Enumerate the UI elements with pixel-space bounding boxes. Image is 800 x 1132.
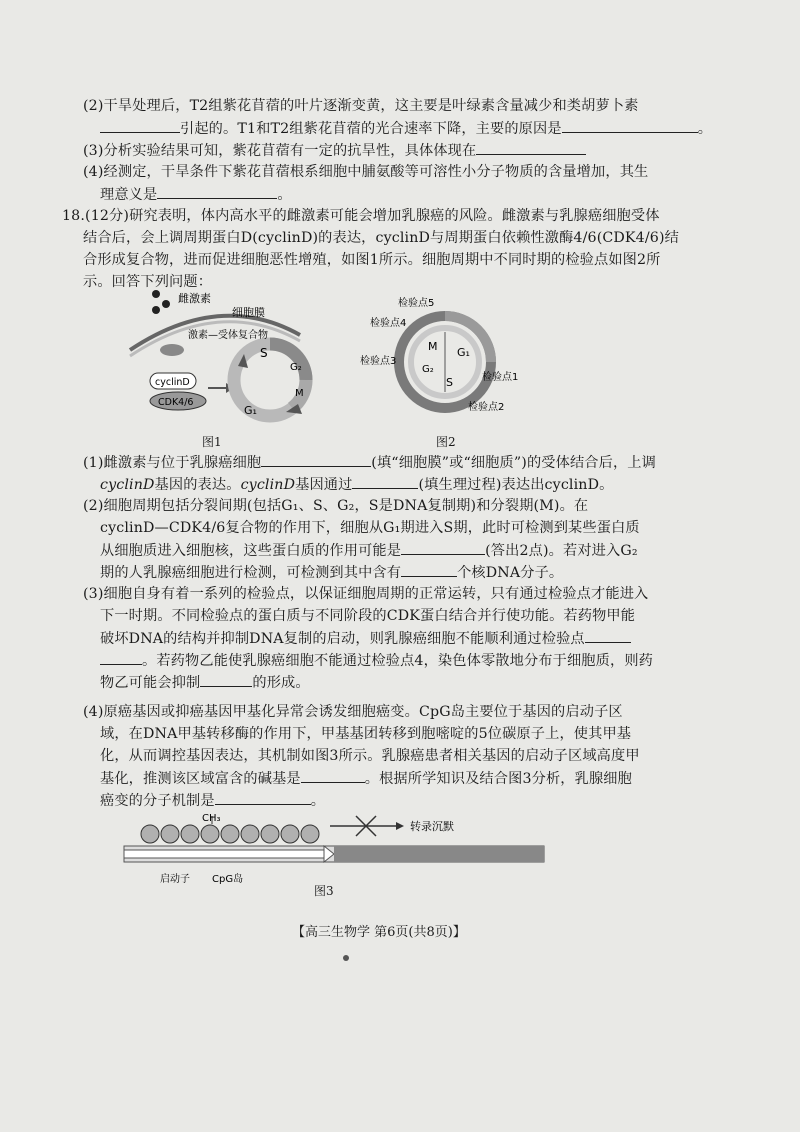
q18-part2-line2 <box>100 518 640 538</box>
fig1-cdk-label: CDK4/6 <box>158 397 194 408</box>
gene-name: cyclinD <box>100 477 155 493</box>
q18-part4-text-a: (4)原癌基因或抑癌基因甲基化异常会诱发细胞癌变。CpG岛主要位于基因的启动子区 <box>83 704 623 720</box>
q18-part3-text-c: 破坏DNA的结构并抑制DNA复制的启动，则乳腺癌细胞不能顺利通过检验点 <box>100 631 585 647</box>
answer-blank[interactable] <box>585 628 631 643</box>
answer-blank[interactable] <box>215 790 311 805</box>
q18-part3-text-f: 的形成。 <box>252 675 310 691</box>
q18-part3-text-d: 。若药物乙能使乳腺癌细胞不能通过检验点4，染色体零散地分布于细胞质，则药 <box>142 653 653 669</box>
answer-blank[interactable] <box>401 540 485 555</box>
q17-part2-text-a: (2)干旱处理后，T2组紫花苜蓿的叶片逐渐变黄，这主要是叶绿素含量减少和类胡萝卜素 <box>83 98 639 114</box>
q18-intro-line3 <box>83 250 661 270</box>
q18-intro-line1 <box>62 206 660 226</box>
q18-part2-text-c: 从细胞质进入细胞核，这些蛋白质的作用可能是 <box>100 543 402 559</box>
period: 。 <box>310 793 326 809</box>
q18-part2-line3 <box>100 540 638 561</box>
q18-part3-text-a: (3)细胞自身有着一系列的检验点，以保证细胞周期的正常运转，只有通过检验点才能进入 <box>83 586 649 602</box>
q18-part4-text-d: 基化，推测该区域富含的碱基是 <box>100 771 301 787</box>
answer-blank[interactable] <box>562 118 698 133</box>
period: 。 <box>277 187 292 203</box>
q18-part1-text-g: (填生理过程)表达出cyclinD。 <box>418 477 614 493</box>
gene-name: cyclinD <box>240 477 296 493</box>
fig1-caption: 图1 <box>202 435 222 449</box>
figure-3 <box>120 812 560 888</box>
q18-part3-line1 <box>83 584 648 604</box>
q18-part1-text-b: (填“细胞膜”或“细胞质”)的受体结合后，上调 <box>371 455 656 471</box>
scan-speck <box>343 955 349 961</box>
answer-blank[interactable] <box>401 562 457 577</box>
answer-blank[interactable] <box>100 650 142 665</box>
q18-part2-text-b: cyclinD—CDK4/6复合物的作用下，细胞从G₁期进入S期，此时可检测到某些蛋白质 <box>100 520 640 536</box>
fig1-phase-s: S <box>260 346 268 360</box>
fig3-promoter-label: 启动子 <box>160 874 190 885</box>
answer-blank[interactable] <box>261 452 371 467</box>
fig2-caption: 图2 <box>436 435 456 449</box>
q17-part2-text-b: 引起的。T1和T2组紫花苜蓿的光合速率下降，主要的原因是 <box>180 121 562 137</box>
q18-intro-text-2: 结合后，会上调周期蛋白D(cyclinD)的表达，cyclinD与周期蛋白依赖性激酶4/6(CDK4/6)结 <box>83 230 679 246</box>
q18-intro-text-3: 合形成复合物，进而促进细胞恶性增殖，如图1所示。细胞周期中不同时期的检验点如图2所 <box>83 252 661 268</box>
fig2-phase-m: M <box>428 340 438 353</box>
q17-part4-line1 <box>83 162 648 182</box>
q18-part3-line3 <box>100 628 631 649</box>
period: 。 <box>697 121 713 137</box>
fig3-silence-label: 转录沉默 <box>410 820 454 833</box>
fig1-membrane-label: 细胞膜 <box>232 306 265 319</box>
q18-intro-text-1: 18.(12分)研究表明，体内高水平的雌激素可能会增加乳腺癌的风险。雌激素与乳腺癌细胞受体 <box>62 208 660 224</box>
q18-part3-text-e: 物乙可能会抑制 <box>100 675 201 691</box>
answer-blank[interactable] <box>200 672 252 687</box>
fig2-cp3: 检验点3 <box>360 356 397 367</box>
answer-blank[interactable] <box>476 140 586 155</box>
q18-part4-line4 <box>100 768 632 789</box>
fig2-phase-g2: G₂ <box>422 364 434 375</box>
q18-part2-text-d: (答出2点)。若对进入G₂ <box>485 543 638 559</box>
q17-part3-line <box>83 140 586 161</box>
figure-2 <box>360 292 530 432</box>
q18-part1-line2 <box>100 474 613 495</box>
q18-part4-line3 <box>100 746 640 766</box>
q18-part4-line1 <box>83 702 623 722</box>
fig3-cpg-label: CpG岛 <box>212 874 244 885</box>
q18-part1-text-d: 基因的表达。 <box>154 477 241 493</box>
q18-part2-text-e: 期的人乳腺癌细胞进行检测，可检测到其中含有 <box>100 565 402 581</box>
fig1-estrogen-label: 雌激素 <box>178 292 211 305</box>
q17-part2-line1 <box>83 96 639 116</box>
q18-part4-text-b: 域，在DNA甲基转移酶的作用下，甲基基团转移到胞嘧啶的5位碳原子上，使其甲基 <box>100 726 632 742</box>
q18-part2-line4 <box>100 562 563 583</box>
fig1-phase-g1: G₁ <box>244 404 257 417</box>
fig3-ch3-label: CH₃ <box>202 813 221 824</box>
q18-part1-line1 <box>83 452 656 473</box>
q18-part4-text-c: 化，从而调控基因表达，其机制如图3所示。乳腺癌患者相关基因的启动子区域高度甲 <box>100 748 640 764</box>
q18-intro-text-4: 示。回答下列问题： <box>83 274 213 290</box>
q17-part4-text-a: (4)经测定，干旱条件下紫花苜蓿根系细胞中脯氨酸等可溶性小分子物质的含量增加，其生 <box>83 164 649 180</box>
q18-part1-text-f: 基因通过 <box>295 477 353 493</box>
q18-part1-text-a: (1)雌激素与位于乳腺癌细胞 <box>83 455 262 471</box>
q18-part2-text-f: 个核DNA分子。 <box>457 565 564 581</box>
answer-blank[interactable] <box>352 474 418 489</box>
q18-part4-line5 <box>100 790 325 811</box>
q18-part2-line1 <box>83 496 588 516</box>
fig2-cp4: 检验点4 <box>370 318 407 329</box>
q18-intro-line2 <box>83 228 679 248</box>
answer-blank[interactable] <box>157 184 277 199</box>
q18-part4-line2 <box>100 724 631 744</box>
q17-part3-text: (3)分析实验结果可知，紫花苜蓿有一定的抗旱性，具体体现在 <box>83 143 477 159</box>
q17-part4-text-b: 理意义是 <box>100 187 158 203</box>
fig2-phase-s: S <box>446 376 453 389</box>
fig1-phase-g2: G₂ <box>290 362 302 373</box>
fig2-phase-g1: G₁ <box>457 346 470 359</box>
fig1-cyclin-label: cyclinD <box>155 377 190 388</box>
q17-part2-line2 <box>100 118 712 139</box>
fig2-cp1: 检验点1 <box>482 372 519 383</box>
q18-part3-line2 <box>100 606 635 626</box>
fig3-caption: 图3 <box>314 884 334 898</box>
fig1-phase-m: M <box>295 388 304 399</box>
q18-part4-text-f: 癌变的分子机制是 <box>100 793 215 809</box>
figure-1 <box>120 280 340 435</box>
q17-part4-line2 <box>100 184 292 205</box>
q18-part2-text-a: (2)细胞周期包括分裂间期(包括G₁、S、G₂，S是DNA复制期)和分裂期(M)。在 <box>83 498 589 514</box>
q18-part3-text-b: 下一时期。不同检验点的蛋白质与不同阶段的CDK蛋白结合并行使功能。若药物甲能 <box>100 608 636 624</box>
fig1-complex-label: 激素—受体复合物 <box>188 330 268 341</box>
answer-blank[interactable] <box>301 768 365 783</box>
q18-part3-line4 <box>100 650 653 671</box>
fig2-cp2: 检验点2 <box>468 402 505 413</box>
answer-blank[interactable] <box>100 118 180 133</box>
q18-part3-line5 <box>100 672 310 693</box>
fig2-cp5: 检验点5 <box>398 298 435 309</box>
page-footer: 【高三生物学 第6页(共8页)】 <box>292 925 466 940</box>
q18-part4-text-e: 。根据所学知识及结合图3分析，乳腺细胞 <box>364 771 632 787</box>
